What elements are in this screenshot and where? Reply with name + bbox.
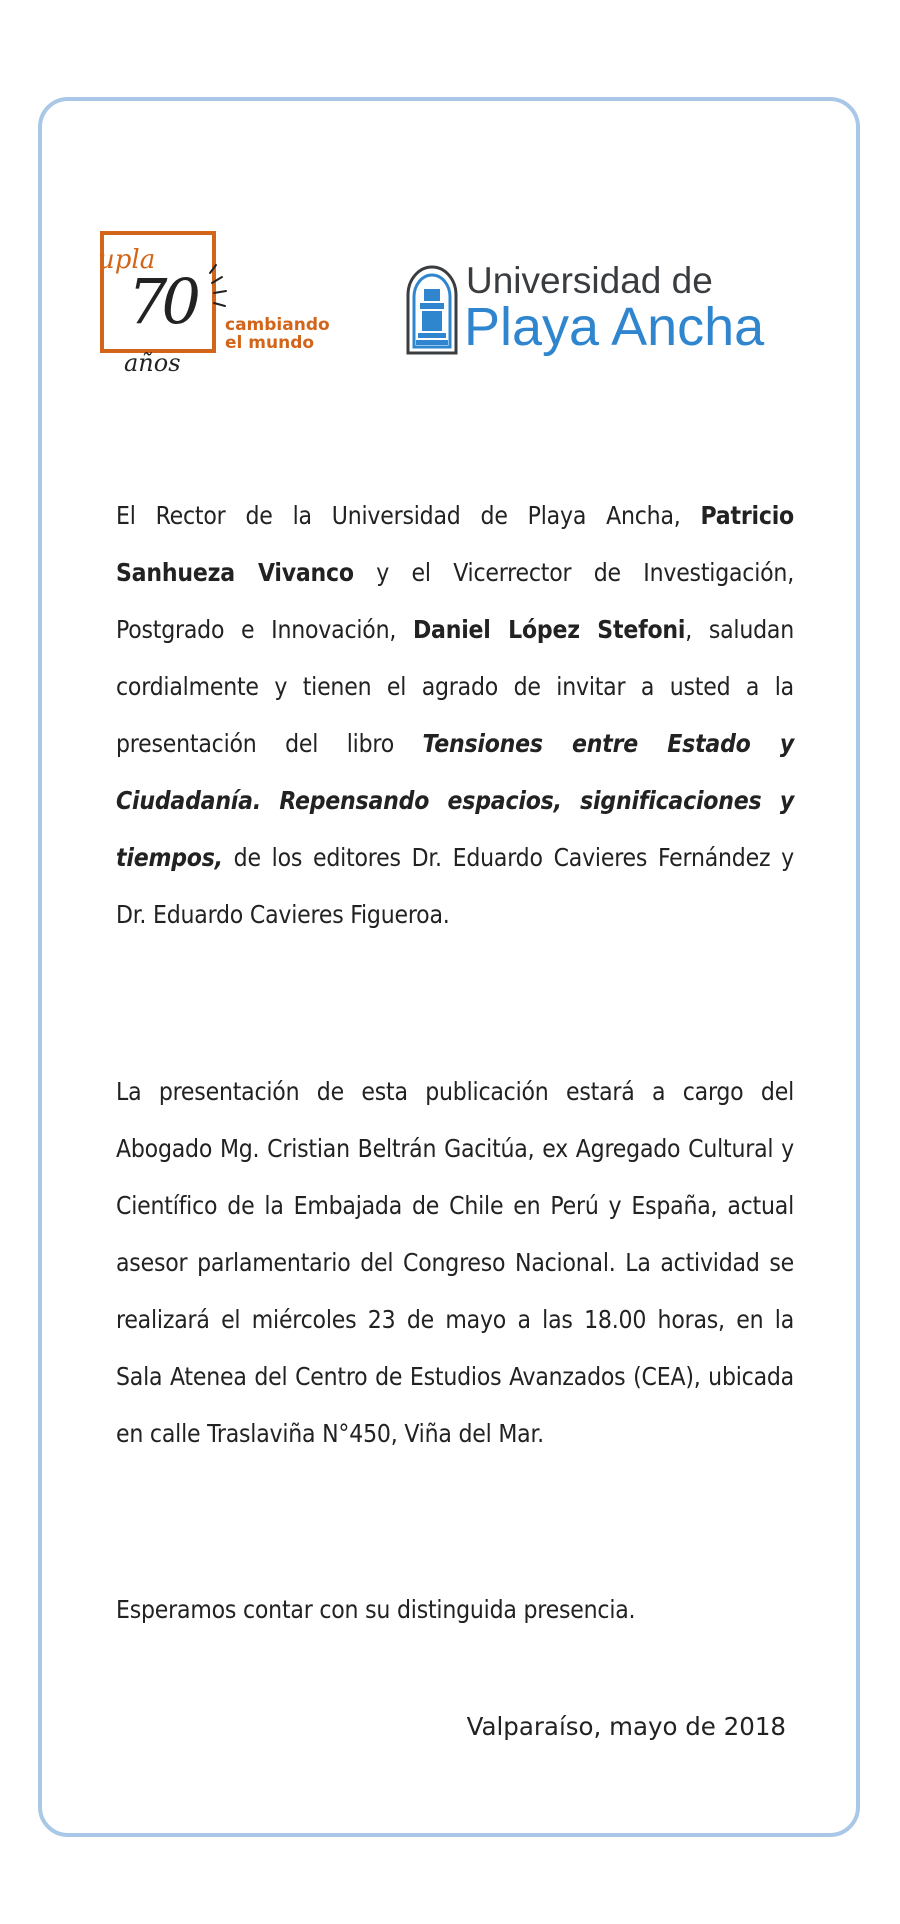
- p1-editors: de los editores Dr. Eduardo Cavieres Fernández y Dr. Eduardo Cavieres Figueroa.: [116, 843, 794, 929]
- p1-invite-text: , saludan cordialmente y tienen el agrado de invitar a usted a la presentación del libro: [116, 615, 794, 758]
- invitation-paragraph-2: La presentación de esta publicación estará a cargo del Abogado Mg. Cristian Beltrán Gacitúa, ex Agregado Cultural y Científico de la Embajada de Chile en Perú y España, actual asesor parlamentario del Congreso Nacional. La actividad se realizará el miércoles 23 de mayo a las 18.00 horas, en la Sala Atenea del Centro de Estudios Avanzados (CEA), ubicada en calle Traslaviña N°450, Viña del Mar.: [116, 1077, 794, 1448]
- anniversary-brand: upla: [98, 245, 156, 275]
- invitation-card: [38, 97, 860, 1837]
- rector-name: Patricio Sanhueza Vivanco: [116, 501, 794, 587]
- p1-vicerrector-intro: y el Vicerrector de Investigación, Postgrado e Innovación,: [116, 558, 795, 644]
- logo-header: [42, 101, 856, 431]
- tagline-line2: el mundo: [225, 333, 315, 353]
- vicerrector-name: Daniel López Stefoni: [412, 615, 686, 644]
- university-logo: [404, 261, 824, 371]
- signoff-place-date: Valparaíso, mayo de 2018: [466, 1712, 786, 1741]
- anniversary-number: 70: [128, 265, 195, 338]
- book-title: Tensiones entre Estado y Ciudadanía. Repensando espacios, significaciones y tiempos,: [116, 729, 794, 872]
- invitation-paragraph-1: [116, 487, 794, 943]
- anniversary-logo: [98, 231, 348, 401]
- p1-intro: El Rector de la Universidad de Playa Ancha,: [116, 501, 701, 530]
- tagline-line1: cambiando: [225, 315, 330, 335]
- university-crest-icon: [404, 261, 460, 357]
- invitation-paragraph-3: Esperamos contar con su distinguida presencia.: [116, 1595, 636, 1624]
- anniversary-tagline: [225, 316, 330, 352]
- university-name-line2: Playa Ancha: [464, 297, 765, 357]
- university-name-line1: Universidad de: [466, 260, 713, 301]
- anniversary-unit: años: [124, 349, 181, 377]
